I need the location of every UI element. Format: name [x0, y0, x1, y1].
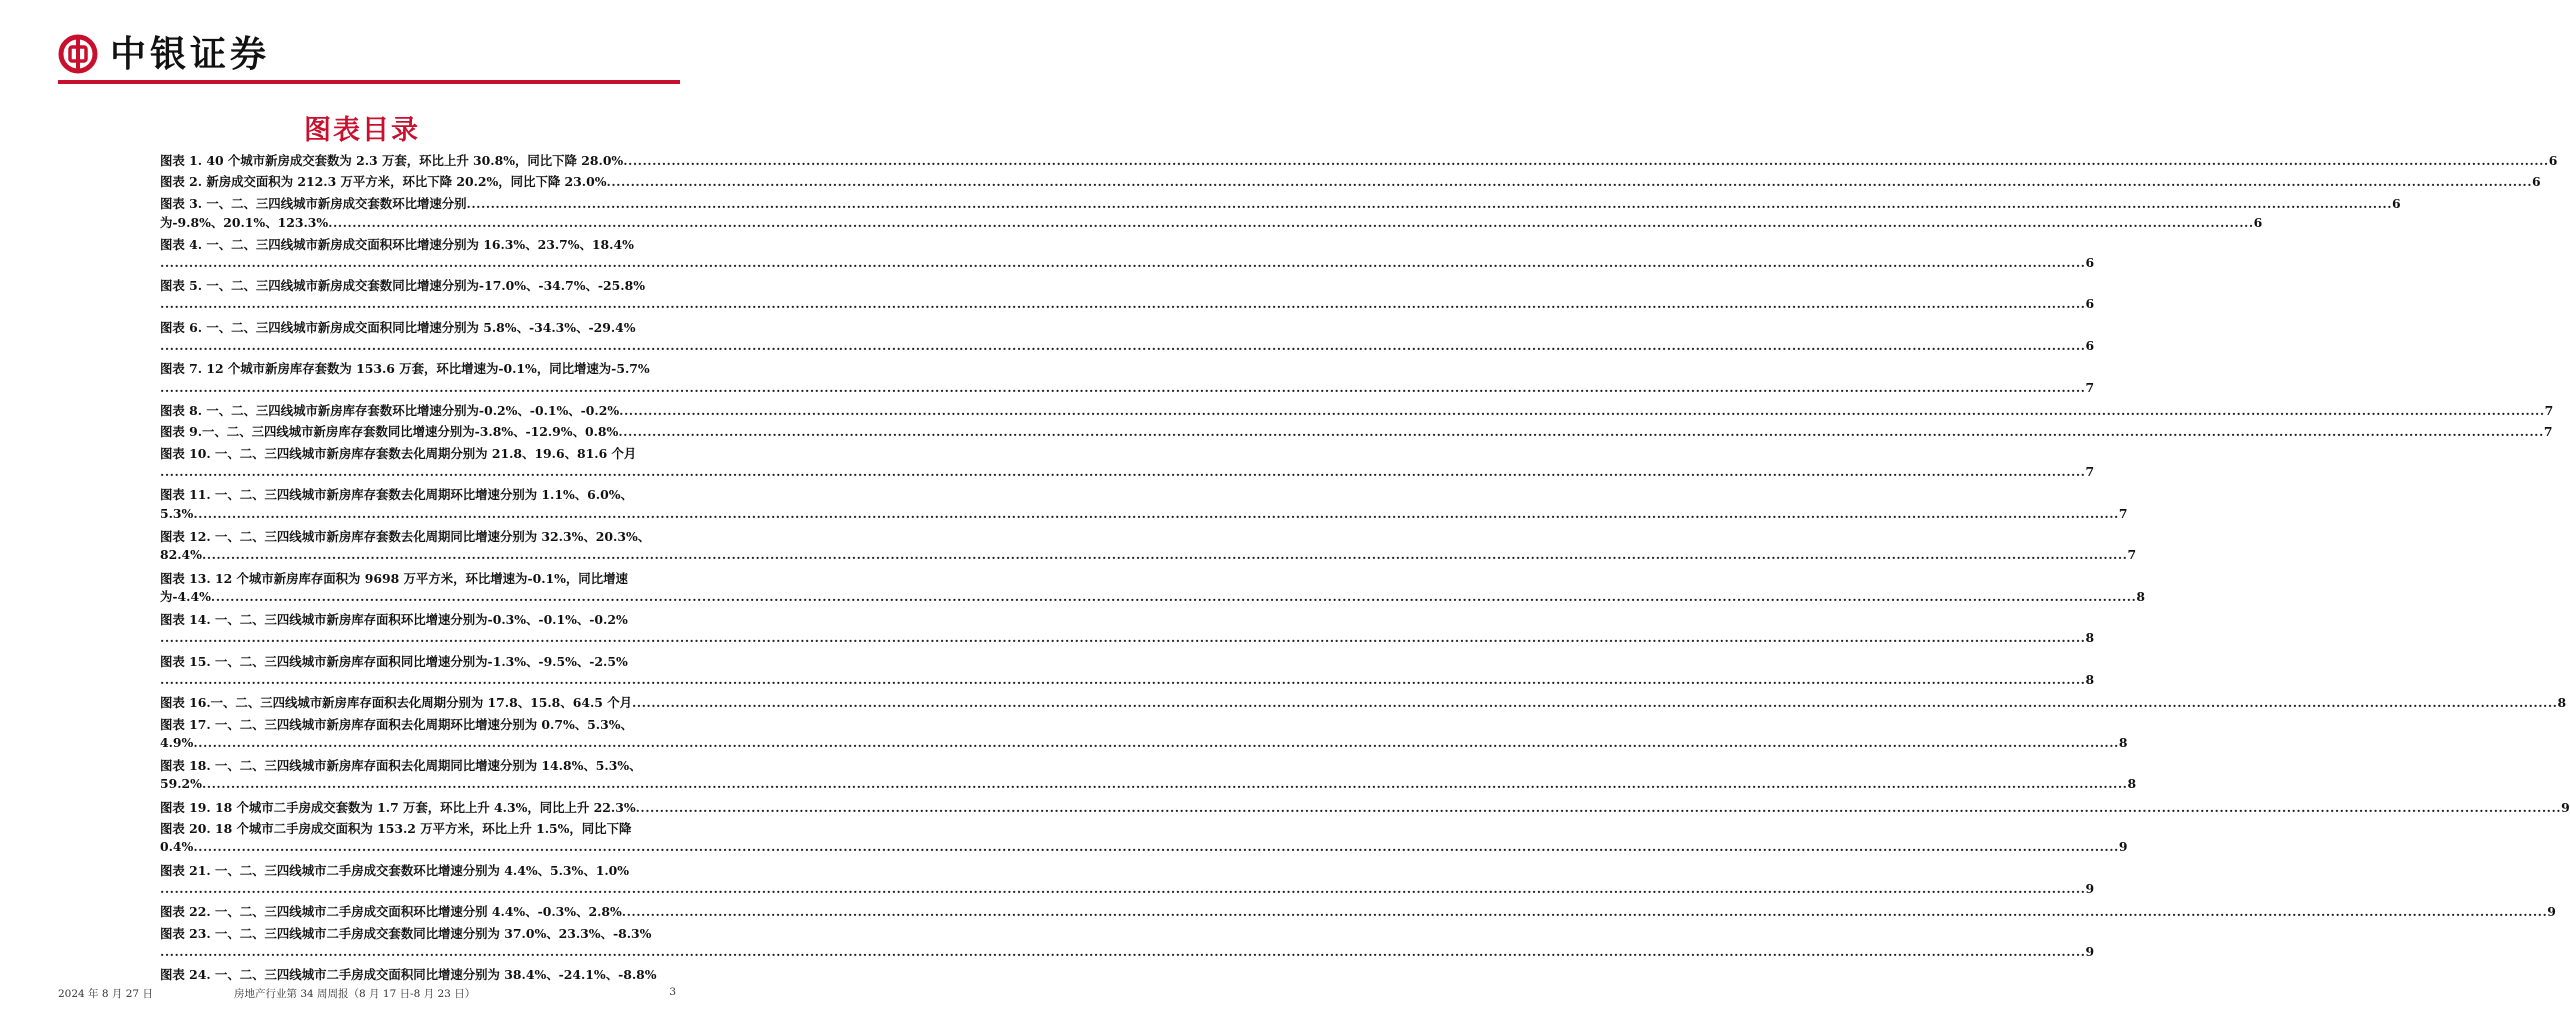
toc-page-number: 6: [2085, 296, 2095, 312]
toc-entry[interactable]: [160, 820, 2128, 856]
toc-entry[interactable]: [160, 716, 2128, 752]
toc-entry[interactable]: [160, 236, 2095, 272]
toc-entry-text: 图表 23. 一、二、三四线城市二手房成交套数同比增速分别为 37.0%、23.3%、-8.3%: [160, 925, 652, 941]
toc-entry-text: 图表 2. 新房成交面积为 212.3 万平方米，环比下降 20.2%，同比下降 23.0%: [160, 174, 607, 190]
toc-leader-dots: ................................................................................................................................................................................................................................................................................................................................................................................................................: [160, 296, 2086, 312]
toc-entry-text: 图表 15. 一、二、三四线城市新房库存面积同比增速分别为-1.3%、-9.5%、-2.5%: [160, 653, 628, 669]
toc-page-number: 6: [2253, 215, 2263, 231]
toc-entry[interactable]: [160, 528, 2137, 564]
toc-leader-dots: ................................................................................................................................................................................................................................................................................................................................................................................................................: [193, 734, 2119, 750]
toc-entry-text: 为-9.8%、20.1%、123.3%: [160, 215, 329, 231]
toc-leader-dots: ................................................................................................................................................................................................................................................................................................................................................................................................................: [160, 337, 2086, 353]
toc-entry-text: 82.4%: [160, 547, 202, 563]
toc-entry[interactable]: [160, 445, 2095, 481]
toc-page-number: 7: [2085, 379, 2095, 395]
toc-page-number: 6: [2392, 195, 2401, 211]
toc-page-number: 9: [2085, 944, 2095, 960]
toc-leader-dots: ................................................................................................................................................................................................................................................................................................................................................................................................................: [160, 254, 2086, 270]
toc-entry[interactable]: [160, 570, 2145, 606]
toc-leader-dots: ................................................................................................................................................................................................................................................................................................................................................................................................................: [193, 505, 2119, 521]
toc-entry-text: 图表 11. 一、二、三四线城市新房库存套数去化周期环比增速分别为 1.1%、6.0%、: [160, 487, 633, 503]
toc-entry[interactable]: [160, 799, 2570, 817]
toc-entry-text: 5.3%: [160, 505, 194, 521]
toc-leader-dots: ................................................................................................................................................................................................................................................................................................................................................................................................................: [623, 153, 2549, 168]
toc-entry-text: 图表 18. 一、二、三四线城市新房库存面积去化周期同比增速分别为 14.8%、5.3%、: [160, 758, 642, 774]
toc-entry-text: 图表 5. 一、二、三四线城市新房成交套数同比增速分别为-17.0%、-34.7%、-25.8%: [160, 278, 646, 294]
toc-page-number: 8: [2118, 734, 2128, 750]
toc-leader-dots: ................................................................................................................................................................................................................................................................................................................................................................................................................: [160, 671, 2086, 687]
toc-leader-dots: ................................................................................................................................................................................................................................................................................................................................................................................................................: [619, 402, 2545, 418]
toc-leader-dots: ................................................................................................................................................................................................................................................................................................................................................................................................................: [160, 379, 2086, 395]
toc-entry-text: 图表 1. 40 个城市新房成交套数为 2.3 万套，环比上升 30.8%，同比下降 28.0%: [160, 153, 624, 168]
toc-page-number: 8: [2085, 671, 2095, 687]
toc-leader-dots: ................................................................................................................................................................................................................................................................................................................................................................................................................: [606, 174, 2533, 190]
toc-entry-text: 4.9%: [160, 734, 194, 750]
toc-page-number: 7: [2118, 505, 2128, 521]
toc-leader-dots: ................................................................................................................................................................................................................................................................................................................................................................................................................: [618, 424, 2544, 440]
toc-entry-text: 图表 19. 18 个城市二手房成交套数为 1.7 万套，环比上升 4.3%，同比上升 22.3%: [160, 799, 636, 815]
toc-leader-dots: ................................................................................................................................................................................................................................................................................................................................................................................................................: [160, 944, 2086, 960]
toc-leader-dots: [657, 966, 683, 984]
toc-entry[interactable]: [160, 152, 2558, 170]
toc-entry-text: 图表 6. 一、二、三四线城市新房成交面积同比增速分别为 5.8%、-34.3%、-29.4%: [160, 319, 636, 335]
toc-page-number: 9: [2085, 881, 2095, 897]
footer-page-number: 3: [669, 986, 676, 998]
toc-entry-text: 0.4%: [160, 839, 194, 855]
toc-page-number: 9: [2547, 904, 2556, 920]
toc-entry[interactable]: [160, 360, 2095, 396]
toc-entry[interactable]: [160, 694, 2567, 712]
toc-entry-text: 为-4.4%: [160, 588, 211, 604]
toc-entry[interactable]: [160, 925, 2095, 961]
footer-report-title: 房地产行业第 34 周周报（8 月 17 日-8 月 23 日）: [234, 988, 476, 1000]
toc-entry-text: 图表 14. 一、二、三四线城市新房库存面积环比增速分别为-0.3%、-0.1%、-0.2%: [160, 612, 628, 628]
toc-entry[interactable]: [160, 653, 2095, 689]
brand-name: 中银证券: [110, 33, 271, 75]
toc-leader-dots: ................................................................................................................................................................................................................................................................................................................................................................................................................: [160, 881, 2086, 897]
bank-of-china-logo-icon: [58, 34, 98, 74]
toc-entry-text: 图表 17. 一、二、三四线城市新房库存面积去化周期环比增速分别为 0.7%、5.3%、: [160, 716, 633, 732]
toc-entry-text: 图表 24. 一、二、三四线城市二手房成交面积同比增速分别为 38.4%、-24.1%、-8.8%: [160, 967, 657, 983]
toc-page-number: 8: [2085, 630, 2095, 646]
toc-leader-dots: ................................................................................................................................................................................................................................................................................................................................................................................................................: [201, 776, 2128, 792]
toc-entry-text: 图表 13. 12 个城市新房库存面积为 9698 万平方米，环比增速为-0.1%，同比增速: [160, 570, 628, 586]
toc-entry[interactable]: [160, 173, 2541, 191]
toc-entry[interactable]: [160, 277, 2095, 313]
toc-page-number: 6: [2532, 174, 2541, 190]
toc-entry-text: 图表 8. 一、二、三四线城市新房库存套数环比增速分别为-0.2%、-0.1%、-0.2%: [160, 402, 620, 418]
toc-entry[interactable]: [160, 486, 2128, 522]
toc-entry-text: 图表 22. 一、二、三四线城市二手房成交面积环比增速分别 4.4%、-0.3%、2.8%: [160, 904, 622, 920]
toc-entry[interactable]: [160, 423, 2553, 441]
toc-entry-text: 图表 4. 一、二、三四线城市新房成交面积环比增速分别为 16.3%、23.7%、18.4%: [160, 236, 634, 252]
toc-entry[interactable]: [160, 402, 2554, 420]
toc-page-number: 6: [2548, 153, 2558, 168]
page-title: 图表目录: [304, 115, 420, 146]
header-divider: [58, 80, 680, 84]
toc-entry[interactable]: [160, 195, 2401, 213]
toc-leader-dots: ................................................................................................................................................................................................................................................................................................................................................................................................................: [635, 799, 2562, 815]
toc-leader-dots: ................................................................................................................................................................................................................................................................................................................................................................................................................: [631, 695, 2558, 711]
footer-date: 2024 年 8 月 27 日: [58, 988, 153, 1000]
toc-entry[interactable]: [160, 903, 2556, 921]
toc-list: [160, 152, 2570, 986]
toc-page-number: 8: [2136, 588, 2145, 604]
toc-entry-text: 图表 10. 一、二、三四线城市新房库存套数去化周期分别为 21.8、19.6、81.6 个月: [160, 445, 637, 461]
toc-leader-dots: ................................................................................................................................................................................................................................................................................................................................................................................................................: [328, 215, 2254, 231]
toc-page-number: 6: [2085, 337, 2095, 353]
toc-entry-text: 59.2%: [160, 776, 202, 792]
toc-entry[interactable]: [160, 319, 2095, 355]
toc-page-number: 7: [2544, 402, 2554, 418]
toc-entry-text: 图表 7. 12 个城市新房库存套数为 153.6 万套，环比增速为-0.1%，同比增速为-5.7%: [160, 361, 650, 377]
toc-leader-dots: ................................................................................................................................................................................................................................................................................................................................................................................................................: [160, 630, 2086, 646]
toc-page-number: 8: [2127, 776, 2137, 792]
toc-entry[interactable]: [160, 611, 2095, 647]
toc-entry[interactable]: [160, 757, 2137, 793]
toc-page-number: 9: [2561, 799, 2570, 815]
toc-entry-text: 图表 20. 18 个城市二手房成交面积为 153.2 万平方米，环比上升 1.5%，同比下降: [160, 821, 632, 837]
toc-page-number: 7: [2127, 547, 2137, 563]
toc-entry-text: 图表 16.一、二、三四线城市新房库存面积去化周期分别为 17.8、15.8、64.5 个月: [160, 695, 632, 711]
toc-entry[interactable]: [160, 214, 2263, 232]
toc-entry-text: 图表 9.一、二、三四线城市新房库存套数同比增速分别为-3.8%、-12.9%、0.8%: [160, 424, 619, 440]
toc-leader-dots: ................................................................................................................................................................................................................................................................................................................................................................................................................: [621, 904, 2548, 920]
toc-leader-dots: ................................................................................................................................................................................................................................................................................................................................................................................................................: [201, 547, 2128, 563]
toc-page-number: 7: [2085, 463, 2095, 479]
toc-leader-dots: ................................................................................................................................................................................................................................................................................................................................................................................................................: [466, 195, 2393, 211]
toc-entry[interactable]: [160, 966, 683, 984]
toc-page-number: 9: [2118, 839, 2128, 855]
toc-entry-text: 图表 21. 一、二、三四线城市二手房成交套数环比增速分别为 4.4%、5.3%、1.0%: [160, 862, 630, 878]
page-footer: [58, 986, 680, 1006]
toc-page-number: 7: [2543, 424, 2553, 440]
toc-leader-dots: ................................................................................................................................................................................................................................................................................................................................................................................................................: [210, 588, 2137, 604]
toc-page-number: 8: [2557, 695, 2567, 711]
toc-leader-dots: ................................................................................................................................................................................................................................................................................................................................................................................................................: [160, 463, 2086, 479]
toc-page-number: 6: [2085, 254, 2095, 270]
toc-entry[interactable]: [160, 862, 2095, 898]
toc-entry-text: 图表 12. 一、二、三四线城市新房库存套数去化周期同比增速分别为 32.3%、20.3%、: [160, 528, 651, 544]
page-header: [58, 28, 680, 80]
toc-entry-text: 图表 3. 一、二、三四线城市新房成交套数环比增速分别: [160, 195, 467, 211]
toc-leader-dots: ................................................................................................................................................................................................................................................................................................................................................................................................................: [193, 839, 2119, 855]
